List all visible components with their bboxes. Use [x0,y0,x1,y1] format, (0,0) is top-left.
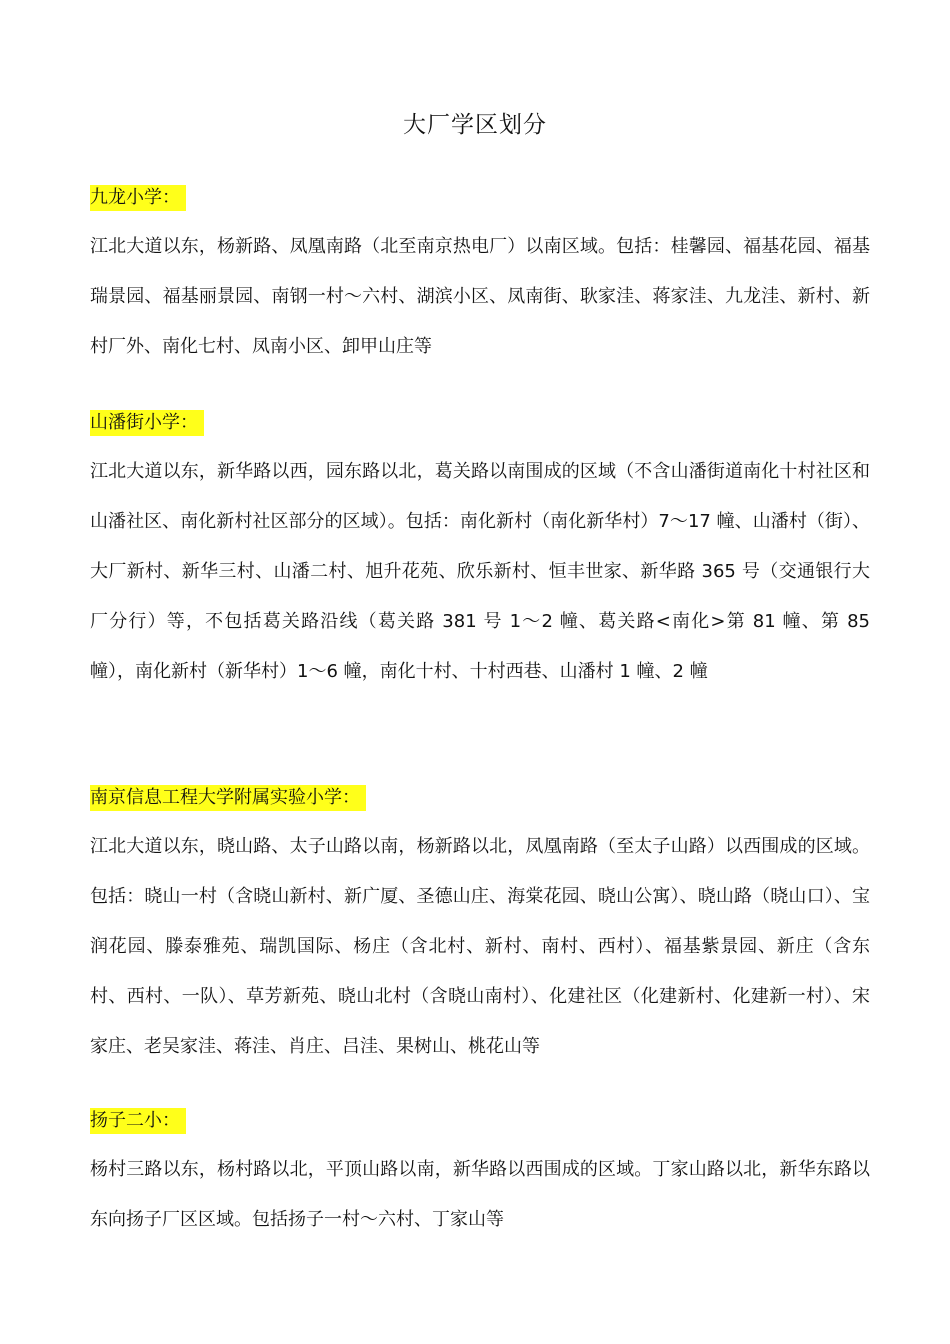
school-district-description: 杨村三路以东，杨村路以北，平顶山路以南，新华路以西围成的区域。丁家山路以北，新华东路以东向扬子厂区区域。包括扬子一村～六村、丁家山等 [90,1159,870,1230]
school-section-shanpanjie [90,410,870,697]
school-district-description: 江北大道以东，新华路以西，园东路以北，葛关路以南围成的区域（不含山潘街道南化十村社区和山潘社区、南化新村社区部分的区域）。包括：南化新村（南化新华村）7～17 幢、山潘村（街）、大厂新村、新华三村、山潘二村、旭升花苑、欣乐新村、恒丰世家、新华路 365 号（交通银行大厂分行）等，不包括葛关路沿线（葛关路 381 号 1～2 幢、葛关路<南化>第 81 幢、第 85 幢），南化新村（新华村）1～6 幢，南化十村、十村西巷、山潘村 1 幢、2 幢 [90,461,870,682]
school-district-description: 江北大道以东，杨新路、凤凰南路（北至南京热电厂）以南区域。包括：桂馨园、福基花园、福基瑞景园、福基丽景园、南钢一村～六村、湖滨小区、凤南街、耿家洼、蒋家洼、九龙洼、新村、新村厂外、南化七村、凤南小区、卸甲山庄等 [90,236,870,357]
school-heading: 九龙小学： [90,185,186,211]
school-section-yangzi-second [90,1108,870,1245]
school-district-description: 江北大道以东，晓山路、太子山路以南，杨新路以北，凤凰南路（至太子山路）以西围成的区域。包括：晓山一村（含晓山新村、新广厦、圣德山庄、海棠花园、晓山公寓）、晓山路（晓山口）、宝润花园、滕泰雅苑、瑞凯国际、杨庄（含北村、新村、南村、西村）、福基紫景园、新庄（含东村、西村、一队）、草芳新苑、晓山北村（含晓山南村）、化建社区（化建新村、化建新一村）、宋家庄、老吴家洼、蒋洼、肖庄、吕洼、果树山、桃花山等 [90,836,870,1057]
school-section-jiulong [90,185,870,372]
school-heading: 扬子二小： [90,1108,186,1134]
school-section-nuist-affiliated [90,785,870,1072]
school-heading: 南京信息工程大学附属实验小学： [90,785,366,811]
document-title: 大厂学区划分 [403,112,547,138]
school-heading: 山潘街小学： [90,410,204,436]
